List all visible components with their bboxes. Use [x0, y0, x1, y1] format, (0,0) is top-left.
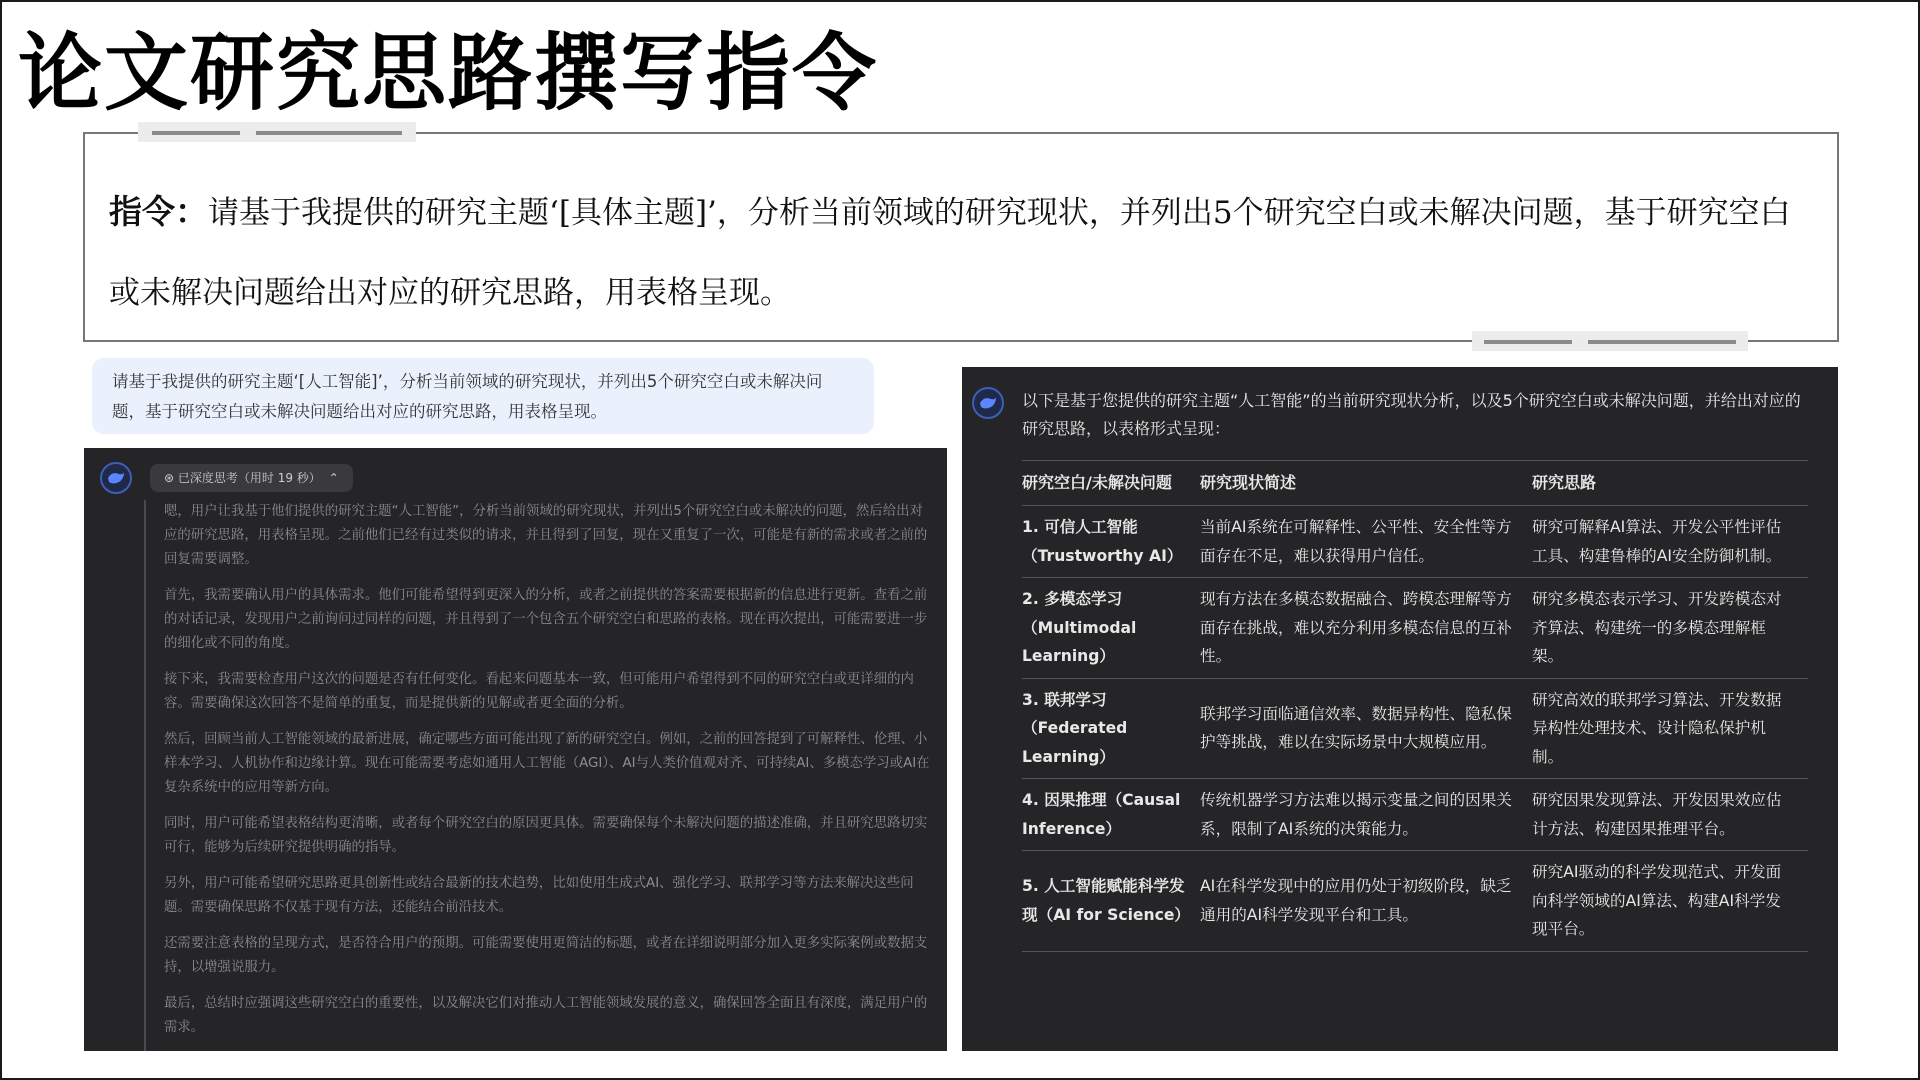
table-cell-approach: 研究因果发现算法、开发因果效应估计方法、构建因果推理平台。 [1532, 779, 1808, 851]
column-header: 研究空白/未解决问题 [1022, 461, 1200, 506]
table-row [1022, 578, 1808, 679]
table-row [1022, 506, 1808, 578]
instruction-label: 指令： [109, 192, 208, 231]
thinking-content [144, 500, 930, 1051]
answer-screenshot [962, 367, 1838, 1051]
thinking-paragraph: 首先，我需要确认用户的具体需求。他们可能希望得到更深入的分析，或者之前提供的答案需要根据新的信息进行更新。查看之前的对话记录，发现用户之前询问过同样的问题，并且得到了一个包含五个研究空白和思路的表格。现在再次提出，可能需要进一步的细化或不同的角度。 [164, 588, 928, 651]
table-row [1022, 851, 1808, 952]
whale-icon [979, 395, 997, 411]
table-cell-status: 现有方法在多模态数据融合、跨模态理解等方面存在挑战，难以充分利用多模态信息的互补性。 [1200, 578, 1532, 679]
answer-intro: 以下是基于您提供的研究主题“人工智能”的当前研究现状分析，以及5个研究空白或未解决问题，并给出对应的研究思路，以表格形式呈现： [1022, 391, 1801, 438]
thinking-paragraph: 接下来，我需要检查用户这次的问题是否有任何变化。看起来问题基本一致，但可能用户希望得到不同的研究空白或更详细的内容。需要确保这次回答不是简单的重复，而是提供新的见解或者更全面的分析。 [164, 672, 914, 711]
table-cell-approach: 研究可解释AI算法、开发公平性评估工具、构建鲁棒的AI安全防御机制。 [1532, 506, 1808, 578]
thinking-screenshot [84, 448, 947, 1051]
whale-icon [107, 470, 125, 486]
column-header: 研究现状简述 [1200, 461, 1532, 506]
table-cell-approach: 研究AI驱动的科学发现范式、开发面向科学领域的AI算法、构建AI科学发现平台。 [1532, 851, 1808, 952]
thinking-paragraph: 最后，总结时应强调这些研究空白的重要性，以及解决它们对推动人工智能领域发展的意义，确保回答全面且有深度，满足用户的需求。 [164, 996, 928, 1035]
table-cell-approach: 研究多模态表示学习、开发跨模态对齐算法、构建统一的多模态理解框架。 [1532, 578, 1808, 679]
table-row [1022, 779, 1808, 851]
table-cell-topic: 3. 联邦学习（Federated Learning） [1022, 678, 1200, 779]
table-cell-status: 当前AI系统在可解释性、公平性、安全性等方面存在不足，难以获得用户信任。 [1200, 506, 1532, 578]
assistant-avatar [972, 387, 1004, 419]
table-header-row [1022, 461, 1808, 506]
thinking-paragraph: 然后，回顾当前人工智能领域的最新进展，确定哪些方面可能出现了新的研究空白。例如，之前的回答提到了可解释性、伦理、小样本学习、人机协作和边缘计算。现在可能需要考虑如通用人工智能（AGI）、AI与人类价值观对齐、可持续AI、多模态学习或AI在复杂系统中的应用等新方向。 [164, 732, 930, 795]
chevron-up-icon: ⌃ [328, 471, 339, 485]
decor-bar-top [138, 122, 416, 142]
table-cell-approach: 研究高效的联邦学习算法、开发数据异构性处理技术、设计隐私保护机制。 [1532, 678, 1808, 779]
table-cell-status: AI在科学发现中的应用仍处于初级阶段，缺乏通用的AI科学发现平台和工具。 [1200, 851, 1532, 952]
table-row [1022, 678, 1808, 779]
thinking-toggle[interactable] [150, 464, 353, 492]
research-gap-table [1022, 460, 1808, 952]
thinking-paragraph: 同时，用户可能希望表格结构更清晰，或者每个研究空白的原因更具体。需要确保每个未解决问题的描述准确，并且研究思路切实可行，能够为后续研究提供明确的指导。 [164, 816, 928, 855]
thinking-paragraph: 还需要注意表格的呈现方式，是否符合用户的预期。可能需要使用更简洁的标题，或者在详细说明部分加入更多实际案例或数据支持，以增强说服力。 [164, 936, 928, 975]
thinking-paragraph: 嗯，用户让我基于他们提供的研究主题“人工智能”，分析当前领域的研究现状，并列出5个研究空白或未解决的问题，然后给出对应的研究思路，用表格呈现。之前他们已经有过类似的请求，并且得到了回复，现在又重复了一次，可能是有新的需求或者之前的回复需要调整。 [164, 504, 928, 567]
table-cell-status: 传统机器学习方法难以揭示变量之间的因果关系，限制了AI系统的决策能力。 [1200, 779, 1532, 851]
instruction-body: 请基于我提供的研究主题‘[具体主题]’，分析当前领域的研究现状，并列出5个研究空白或未解决问题，基于研究空白或未解决问题给出对应的研究思路，用表格呈现。 [109, 195, 1791, 311]
page-title: 论文研究思路撰写指令 [18, 24, 879, 122]
thinking-toggle-label: 已深度思考（用时 19 秒） [177, 471, 321, 485]
table-cell-topic: 2. 多模态学习（Multimodal Learning） [1022, 578, 1200, 679]
table-cell-topic: 5. 人工智能赋能科学发现（AI for Science） [1022, 851, 1200, 952]
table-cell-topic: 4. 因果推理（Causal Inference） [1022, 779, 1200, 851]
atom-icon: ⊛ [164, 471, 178, 485]
thinking-paragraph: 另外，用户可能希望研究思路更具创新性或结合最新的技术趋势，比如使用生成式AI、强化学习、联邦学习等方法来解决这些问题。需要确保思路不仅基于现有方法，还能结合前沿技术。 [164, 876, 914, 915]
table-cell-status: 联邦学习面临通信效率、数据异构性、隐私保护等挑战，难以在实际场景中大规模应用。 [1200, 678, 1532, 779]
user-prompt-bubble: 请基于我提供的研究主题‘[人工智能]’，分析当前领域的研究现状，并列出5个研究空白或未解决问题，基于研究空白或未解决问题给出对应的研究思路，用表格呈现。 [92, 358, 874, 434]
instruction-box [83, 132, 1839, 342]
column-header: 研究思路 [1532, 461, 1808, 506]
assistant-avatar [100, 462, 132, 494]
table-cell-topic: 1. 可信人工智能（Trustworthy AI） [1022, 506, 1200, 578]
decor-bar-bottom [1472, 331, 1748, 351]
instruction-text [109, 172, 1821, 333]
